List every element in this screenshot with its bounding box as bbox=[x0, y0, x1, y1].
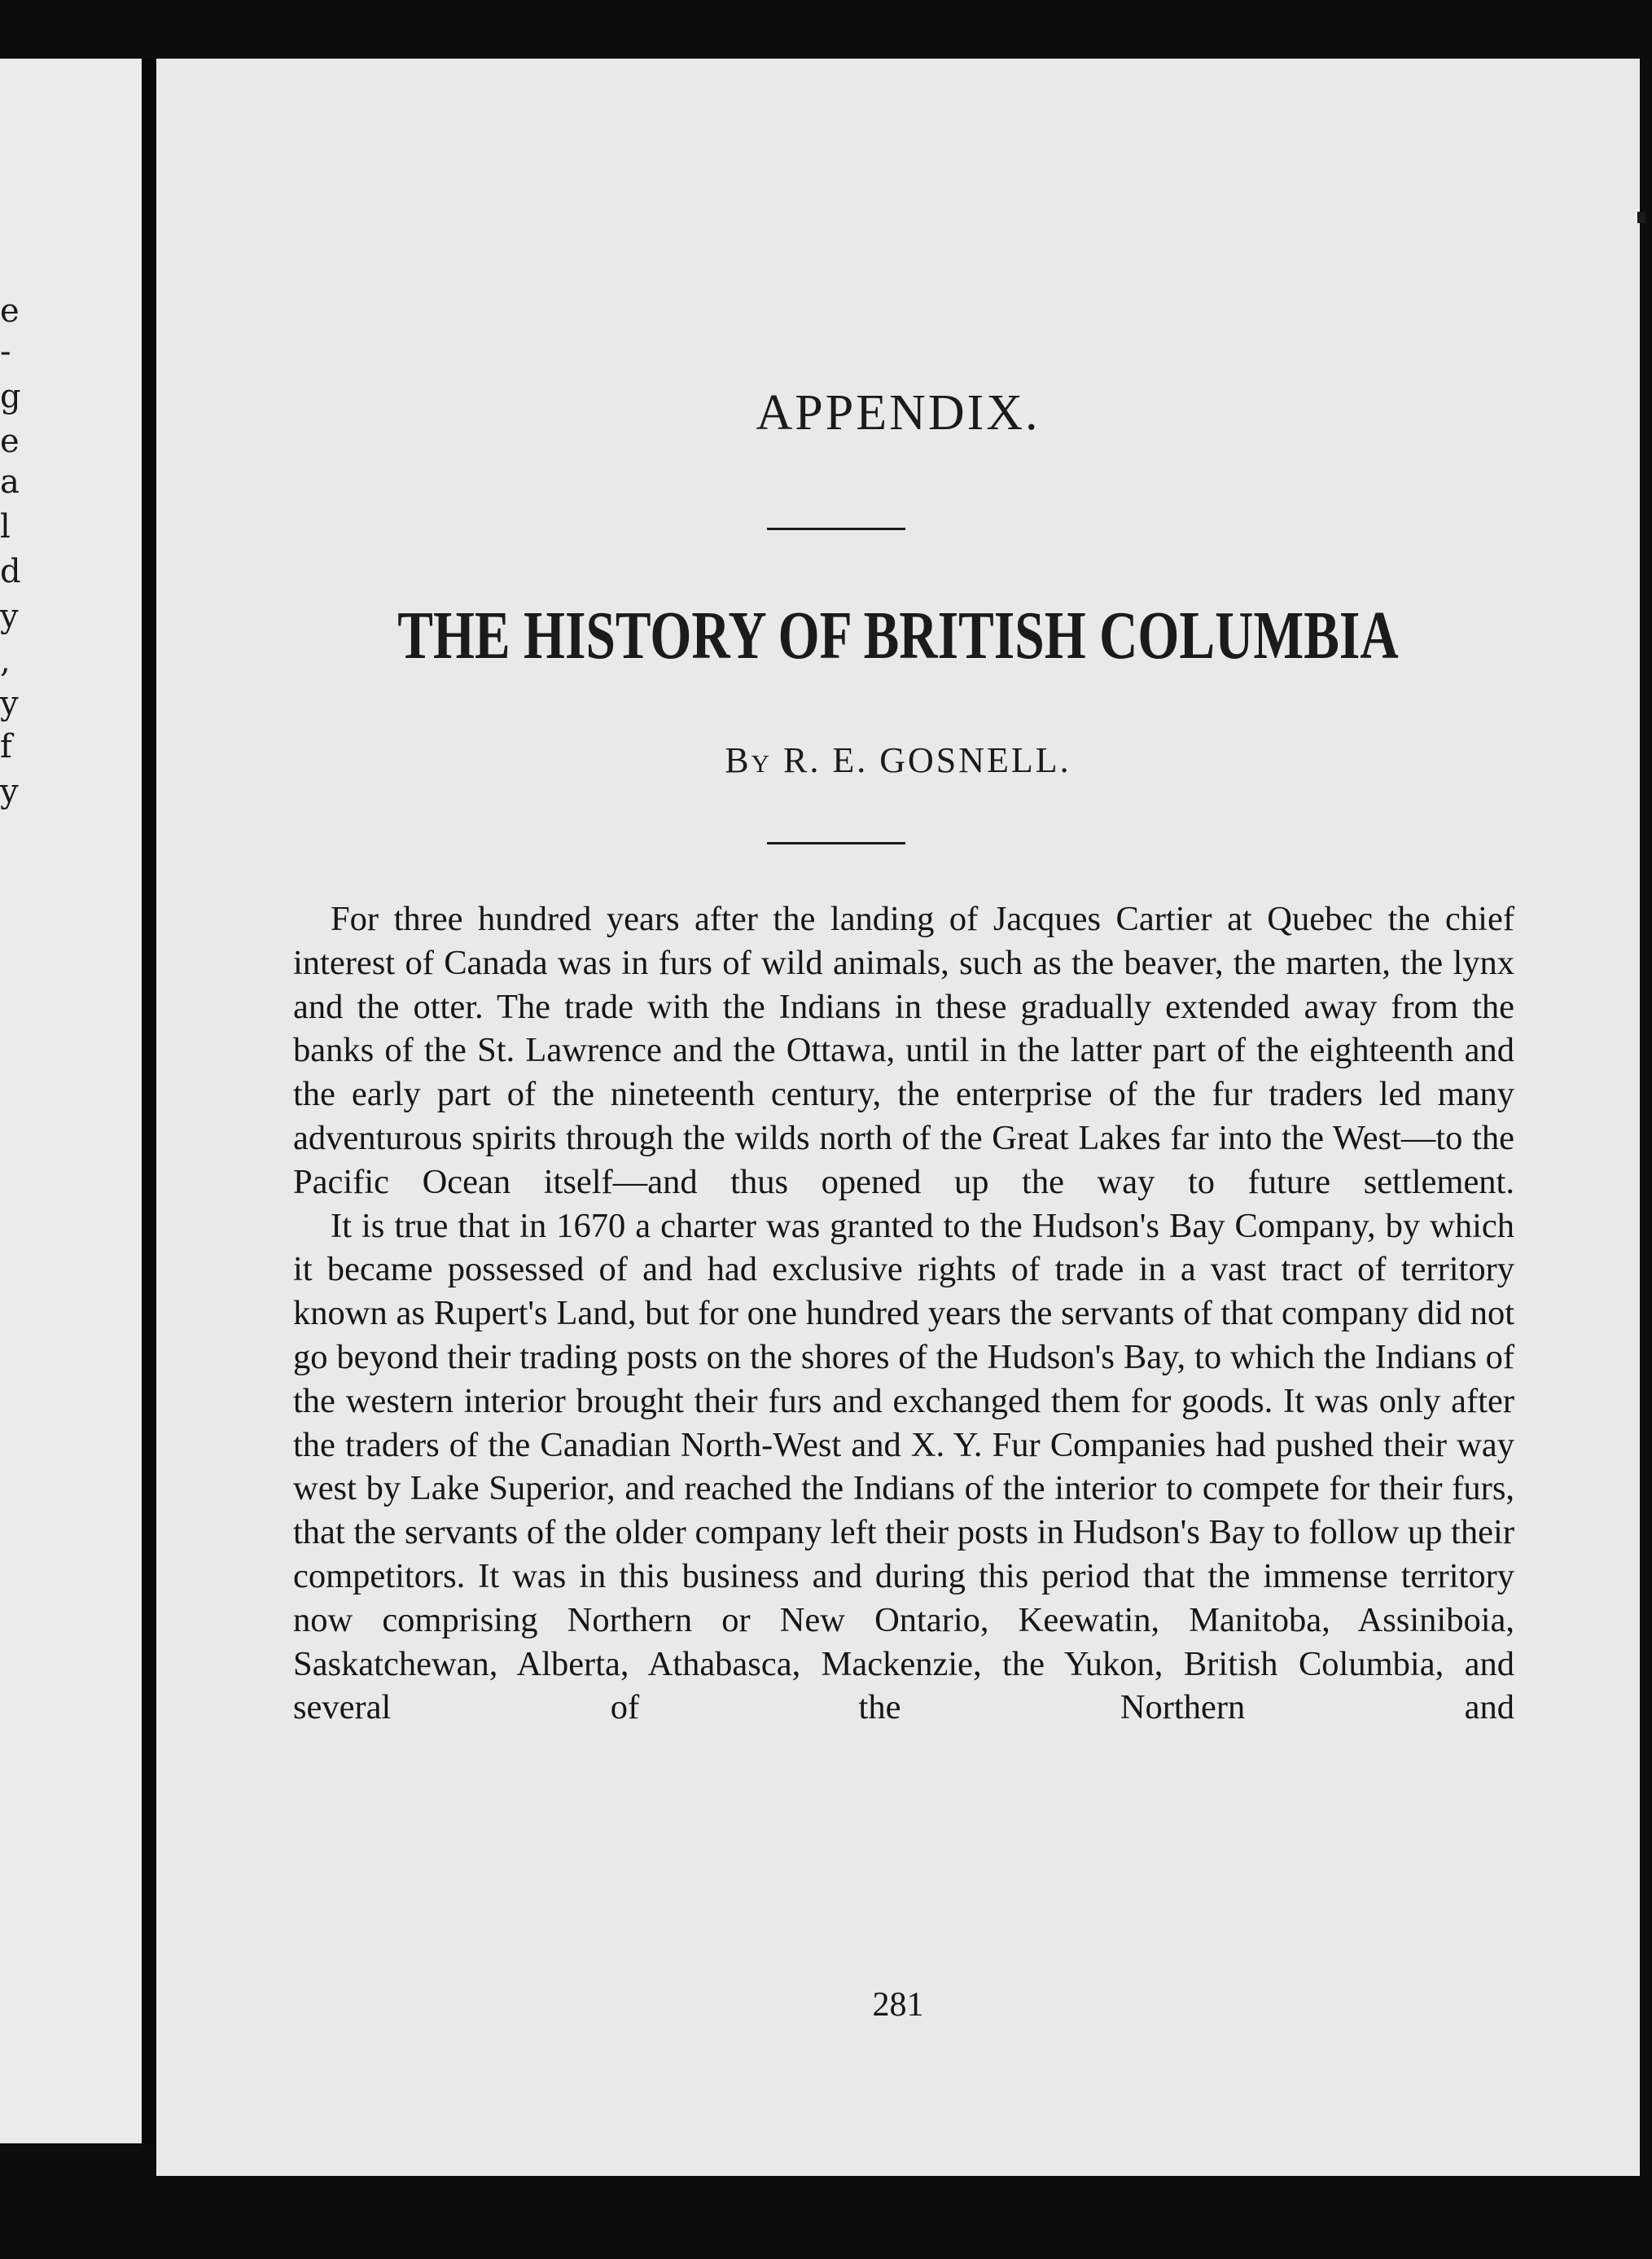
scan-speck bbox=[1637, 212, 1645, 223]
previous-page-character: d bbox=[0, 553, 21, 590]
previous-page-character: e bbox=[0, 292, 20, 330]
previous-page-character: , bbox=[0, 643, 11, 680]
divider-rule bbox=[767, 528, 905, 530]
previous-page-character: g bbox=[0, 378, 21, 415]
body-text bbox=[293, 897, 1514, 1730]
paragraph: It is true that in 1670 a charter was granted to the Hudson's Bay Company, by which it became possessed of and had exclusive rights of trade in a vast tract of territory known as Rupert's Land, but for one hundred years the servants of that company did not go beyond their trading posts on the shores of the Hudson's Bay, to which the Indians of the western interior brought their furs and exchanged them for goods. It was only after the traders of the Canadian North-West and X. Y. Fur Companies had pushed their way west by Lake Superior, and reached the Indians of the interior to compete for their furs, that the servants of the older company left their posts in Hudson's Bay to follow up their competitors. It was in this business and during this period that the immense territory now comprising Northern or New Ontario, Keewatin, Manitoba, Assiniboia, Saskatchewan, Alberta, Athabasca, Mackenzie, the Yukon, British Columbia, and several of the Northern and bbox=[293, 1206, 1514, 1727]
previous-page-character: - bbox=[0, 333, 11, 371]
previous-page-character: y bbox=[0, 685, 19, 722]
author-byline: By R. E. GOSNELL. bbox=[725, 740, 1071, 780]
previous-page-character: y bbox=[0, 773, 19, 810]
page-title: THE HISTORY OF BRITISH COLUMBIA bbox=[397, 598, 1399, 673]
page-number: 281 bbox=[872, 1986, 924, 2024]
previous-page-character: f bbox=[0, 728, 12, 765]
previous-page-edge bbox=[0, 59, 142, 2143]
paragraph: For three hundred years after the landing of Jacques Cartier at Quebec the chief interest of Canada was in furs of wild animals, such as the beaver, the marten, the lynx and the otter. The trade with the Indians in these gradually extended away from the banks of the St. Lawrence and the Ottawa, until in the latter part of the eighteenth and the early part of the nineteenth century, the enterprise of the fur traders led many adventurous spirits through the wilds north of the Great Lakes far into the West—to the Pacific Ocean itself—and thus opened up the way to future settlement. bbox=[293, 900, 1514, 1201]
book-spine bbox=[142, 59, 156, 2143]
previous-page-character: l bbox=[0, 508, 11, 546]
appendix-heading: APPENDIX. bbox=[756, 385, 1041, 441]
previous-page-character: a bbox=[0, 463, 20, 501]
previous-page-character: y bbox=[0, 598, 19, 635]
book-page bbox=[156, 59, 1640, 2176]
previous-page-character: e bbox=[0, 423, 20, 460]
divider-rule bbox=[767, 842, 905, 844]
